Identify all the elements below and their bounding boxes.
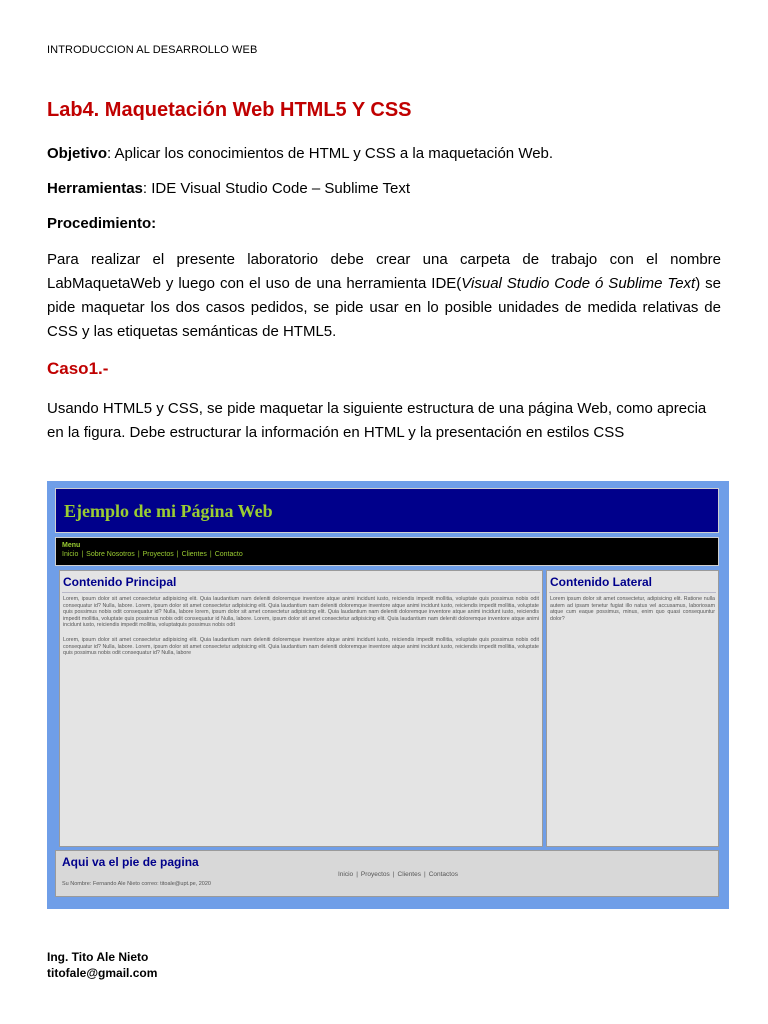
- figure-nav-link: Contacto: [214, 551, 243, 558]
- case1-paragraph: Usando HTML5 y CSS, se pide maquetar la siguiente estructura de una página Web, como aprecia en la figura. Debe estructurar la información en HTML y la presentación en estilos CSS: [47, 400, 707, 441]
- figure-footer-title: Aqui va el pie de pagina: [62, 855, 199, 869]
- figure-nav-menu-label: Menu: [62, 542, 81, 549]
- figure-nav-links: [62, 551, 246, 558]
- running-head: INTRODUCCION AL DESARROLLO WEB: [47, 44, 258, 56]
- figure-nav-link: Inicio: [62, 551, 79, 558]
- objective-text: : Aplicar los conocimientos de HTML y CSS a la maquetación Web.: [107, 145, 554, 162]
- figure-footer-link: Proyectos: [360, 871, 390, 878]
- figure-nav-link: Proyectos: [142, 551, 174, 558]
- procedure-text-2: ) se pide maquetar los dos casos pedidos, se pide usar en lo posible unidades de medida relativas de CSS y las etiquetas semánticas de HTML5.: [47, 275, 721, 340]
- procedure-paragraph: [47, 248, 721, 344]
- figure-footer: [55, 850, 719, 897]
- figure-nav-separator: |: [81, 551, 84, 558]
- author-name: Ing. Tito Ale Nieto: [47, 950, 149, 964]
- figure-header-title: Ejemplo de mi Página Web: [64, 501, 273, 521]
- figure-footer-links: [338, 871, 461, 878]
- figure-main-title: Contenido Principal: [63, 575, 177, 589]
- figure-nav-separator: |: [176, 551, 179, 558]
- figure-nav-link: Clientes: [181, 551, 207, 558]
- figure-main-text-1: Lorem, ipsum dolor sit amet consectetur adipisicing elit. Quia laudantium nam deleniti doloremque inventore atque animi incidunt iusto, reiciendis impedit mollitia, voluptate quis possimus nobis odit consequatur id? Nulla, labore. Lorem, ipsum dolor sit amet consectetur adipisicing elit. Quia laudantium nam deleniti doloremque inventore atque animi incidunt iusto, reiciendis impedit mollitia, voluptate quis possimus nobis odit consequatur id? Nulla, labore lorem, ipsum dolor sit amet consectetur adipisicing elit. Quia laudantium nam deleniti doloremque inventore atque animi incidunt iusto, reiciendis impedit mollitia, voluptate quis possimus nobis odit consequatur id Nulla, labore. Lorem, ipsum dolor sit amet consectetur adipisicing elit. Quia laudantium nam deleniti doloremque inventore atque animi incidunt iusto, reiciendis impedit mollitia, voluptatquis possimus nobis odit: [63, 596, 539, 628]
- tools-label: Herramientas: [47, 180, 143, 197]
- tools-text: : IDE Visual Studio Code – Sublime Text: [142, 180, 410, 197]
- figure-aside-title: Contenido Lateral: [550, 575, 653, 589]
- procedure-text-1: Para realizar el presente laboratorio debe crear una carpeta de trabajo con el nombre LabMaquetaWeb y luego con el uso de una herramienta IDE(: [47, 251, 721, 292]
- layout-figure: [47, 481, 729, 909]
- figure-footer-link: Clientes: [397, 871, 421, 878]
- figure-main-text-2: Lorem, ipsum dolor sit amet consectetur adipisicing elit. Quia laudantium nam deleniti doloremque inventore atque animi incidunt iusto, reiciendis impedit mollitia, voluptate quis possimus nobis odit consequatur id? Nulla, labore. Lorem, ipsum dolor sit amet consectetur adipisicing elit. Quia laudantium nam deleniti doloremque inventore atque animi incidunt iusto, reiciendis impedit mollitia, voluptate quis possimus nobis odit consequatur id? Nulla, labore: [63, 637, 539, 656]
- figure-footer-credit: Su Nombre: Fernando Ale Nieto correo: titoale@upt.pe, 2020: [62, 881, 211, 887]
- figure-footer-link: Inicio: [338, 871, 354, 878]
- tools-paragraph: [47, 177, 721, 201]
- figure-nav-separator: |: [209, 551, 212, 558]
- figure-nav-separator: |: [137, 551, 140, 558]
- procedure-heading: Procedimiento:: [47, 215, 157, 232]
- figure-nav: [55, 537, 719, 566]
- figure-footer-link: Contactos: [428, 871, 458, 878]
- figure-footer-separator: |: [392, 871, 395, 878]
- lab-title: Lab4. Maquetación Web HTML5 Y CSS: [47, 99, 412, 121]
- figure-aside-divider: [549, 592, 716, 593]
- figure-main-content: [59, 570, 543, 847]
- objective-label: Objetivo: [47, 145, 108, 162]
- figure-nav-link: Sobre Nosotros: [86, 551, 135, 558]
- figure-footer-separator: |: [423, 871, 426, 878]
- author-signature: [47, 949, 157, 981]
- procedure-italic: Visual Studio Code ó Sublime Text: [461, 275, 696, 292]
- figure-footer-separator: |: [356, 871, 358, 878]
- author-email: titofale@gmail.com: [47, 966, 158, 980]
- case1-title: Caso1.-: [47, 359, 109, 378]
- figure-aside: [546, 570, 719, 847]
- figure-aside-text: Lorem ipsum dolor sit amet consectetur, adipisicing elit. Ratione nulla autem ad ipsam tenetur fugiat illo natus vel accusamus, laboriosam atque cum eaque possimus, minus, enim quo quasi consequuntur dolor?: [550, 596, 715, 622]
- figure-header: [55, 488, 719, 533]
- figure-main-divider: [62, 592, 540, 593]
- objective-paragraph: [47, 142, 721, 166]
